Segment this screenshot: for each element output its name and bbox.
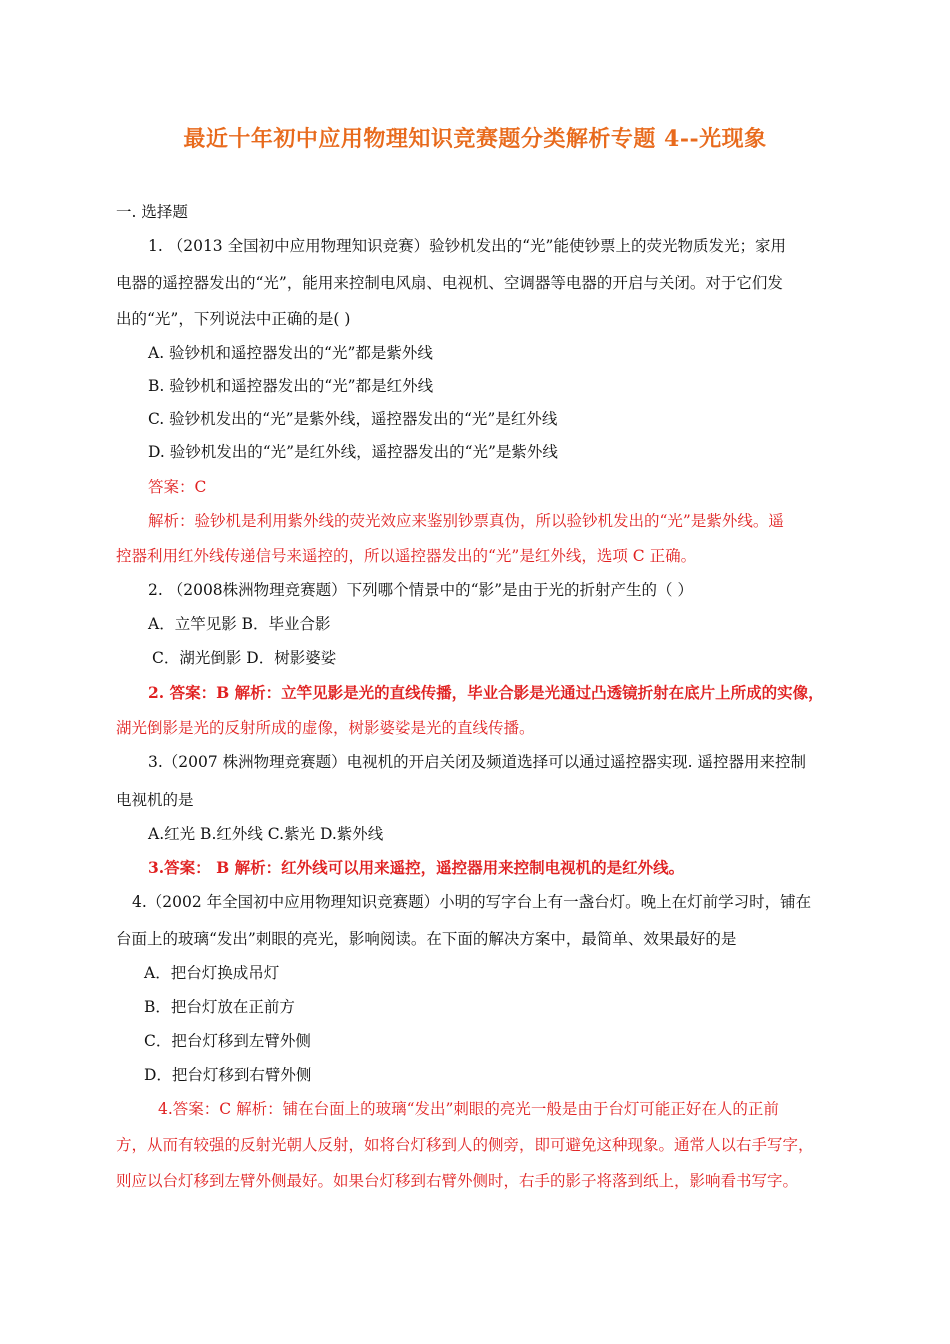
q4-text-line1: 4.（2002 年全国初中应用物理知识竞赛题）小明的写字台上有一盏台灯。晚上在灯前学习时，铺在 [132, 893, 812, 911]
q2-options-cd: C．湖光倒影 D．树影婆娑 [152, 649, 337, 667]
q4-option-a: A．把台灯换成吊灯 [144, 964, 280, 982]
q4-option-c: C．把台灯移到左臂外侧 [144, 1032, 311, 1050]
q1-text-line2: 电器的遥控器发出的“光”，能用来控制电风扇、电视机、空调器等电器的开启与关闭。对于它们发 [116, 274, 783, 292]
q4-text-line2: 台面上的玻璃“发出”刺眼的亮光，影响阅读。在下面的解决方案中，最简单、效果最好的是 [116, 930, 737, 948]
q1-text-line1: 1. （2013 全国初中应用物理知识竞赛）验钞机发出的“光”能使钞票上的荧光物质发光；家用 [148, 237, 786, 255]
q4-option-b: B．把台灯放在正前方 [144, 998, 295, 1016]
q1-text-line3: 出的“光”，下列说法中正确的是( ) [116, 310, 351, 328]
q2-explanation-line2: 湖光倒影是光的反射所成的虚像，树影婆娑是光的直线传播。 [116, 719, 535, 737]
q4-option-d: D．把台灯移到右臂外侧 [144, 1066, 312, 1084]
q1-option-c: C. 验钞机发出的“光”是紫外线，遥控器发出的“光”是红外线 [148, 410, 558, 428]
q3-text-line1: 3.（2007 株洲物理竞赛题）电视机的开启关闭及频道选择可以通过遥控器实现. 遥控器用来控制 [148, 753, 807, 771]
q1-explanation-line2: 控器利用红外线传递信号来遥控的，所以遥控器发出的“光”是红外线，选项 C 正确。 [116, 547, 697, 565]
q2-explanation-line1: 2. 答案：B 解析：立竿见影是光的直线传播，毕业合影是光通过凸透镜折射在底片上所成的实像， [148, 683, 824, 702]
q1-explanation-line1: 解析：验钞机是利用紫外线的荧光效应来鉴别钞票真伪，所以验钞机发出的“光”是紫外线。遥 [148, 512, 784, 530]
q1-answer: 答案：C [148, 478, 207, 496]
q1-option-d: D. 验钞机发出的“光”是红外线，遥控器发出的“光”是紫外线 [148, 443, 558, 461]
document-title: 最近十年初中应用物理知识竞赛题分类解析专题 4--光现象 [183, 126, 767, 152]
q4-explanation-line2: 方，从而有较强的反射光朝人反射，如将台灯移到人的侧旁，即可避免这种现象。通常人以右手写字， [116, 1136, 814, 1154]
q3-text-line2: 电视机的是 [116, 791, 194, 809]
q2-options-ab: A．立竿见影 B．毕业合影 [148, 615, 331, 633]
section-heading: 一. 选择题 [116, 203, 188, 221]
q1-option-a: A. 验钞机和遥控器发出的“光”都是紫外线 [148, 344, 433, 362]
q1-option-b: B. 验钞机和遥控器发出的“光”都是红外线 [148, 377, 434, 395]
q4-explanation-line3: 则应以台灯移到左臂外侧最好。如果台灯移到右臂外侧时，右手的影子将落到纸上，影响看书写字。 [116, 1172, 799, 1190]
q3-explanation: 3.答案： B 解析：红外线可以用来遥控，遥控器用来控制电视机的是红外线。 [148, 858, 685, 877]
q3-options: A.红光 B.红外线 C.紫光 D.紫外线 [148, 825, 384, 843]
q2-text: 2. （2008株洲物理竞赛题）下列哪个情景中的“影”是由于光的折射产生的（ ） [148, 581, 693, 599]
q4-explanation-line1: 4.答案：C 解析：铺在台面上的玻璃“发出”刺眼的亮光一般是由于台灯可能正好在人的正前 [158, 1100, 779, 1118]
